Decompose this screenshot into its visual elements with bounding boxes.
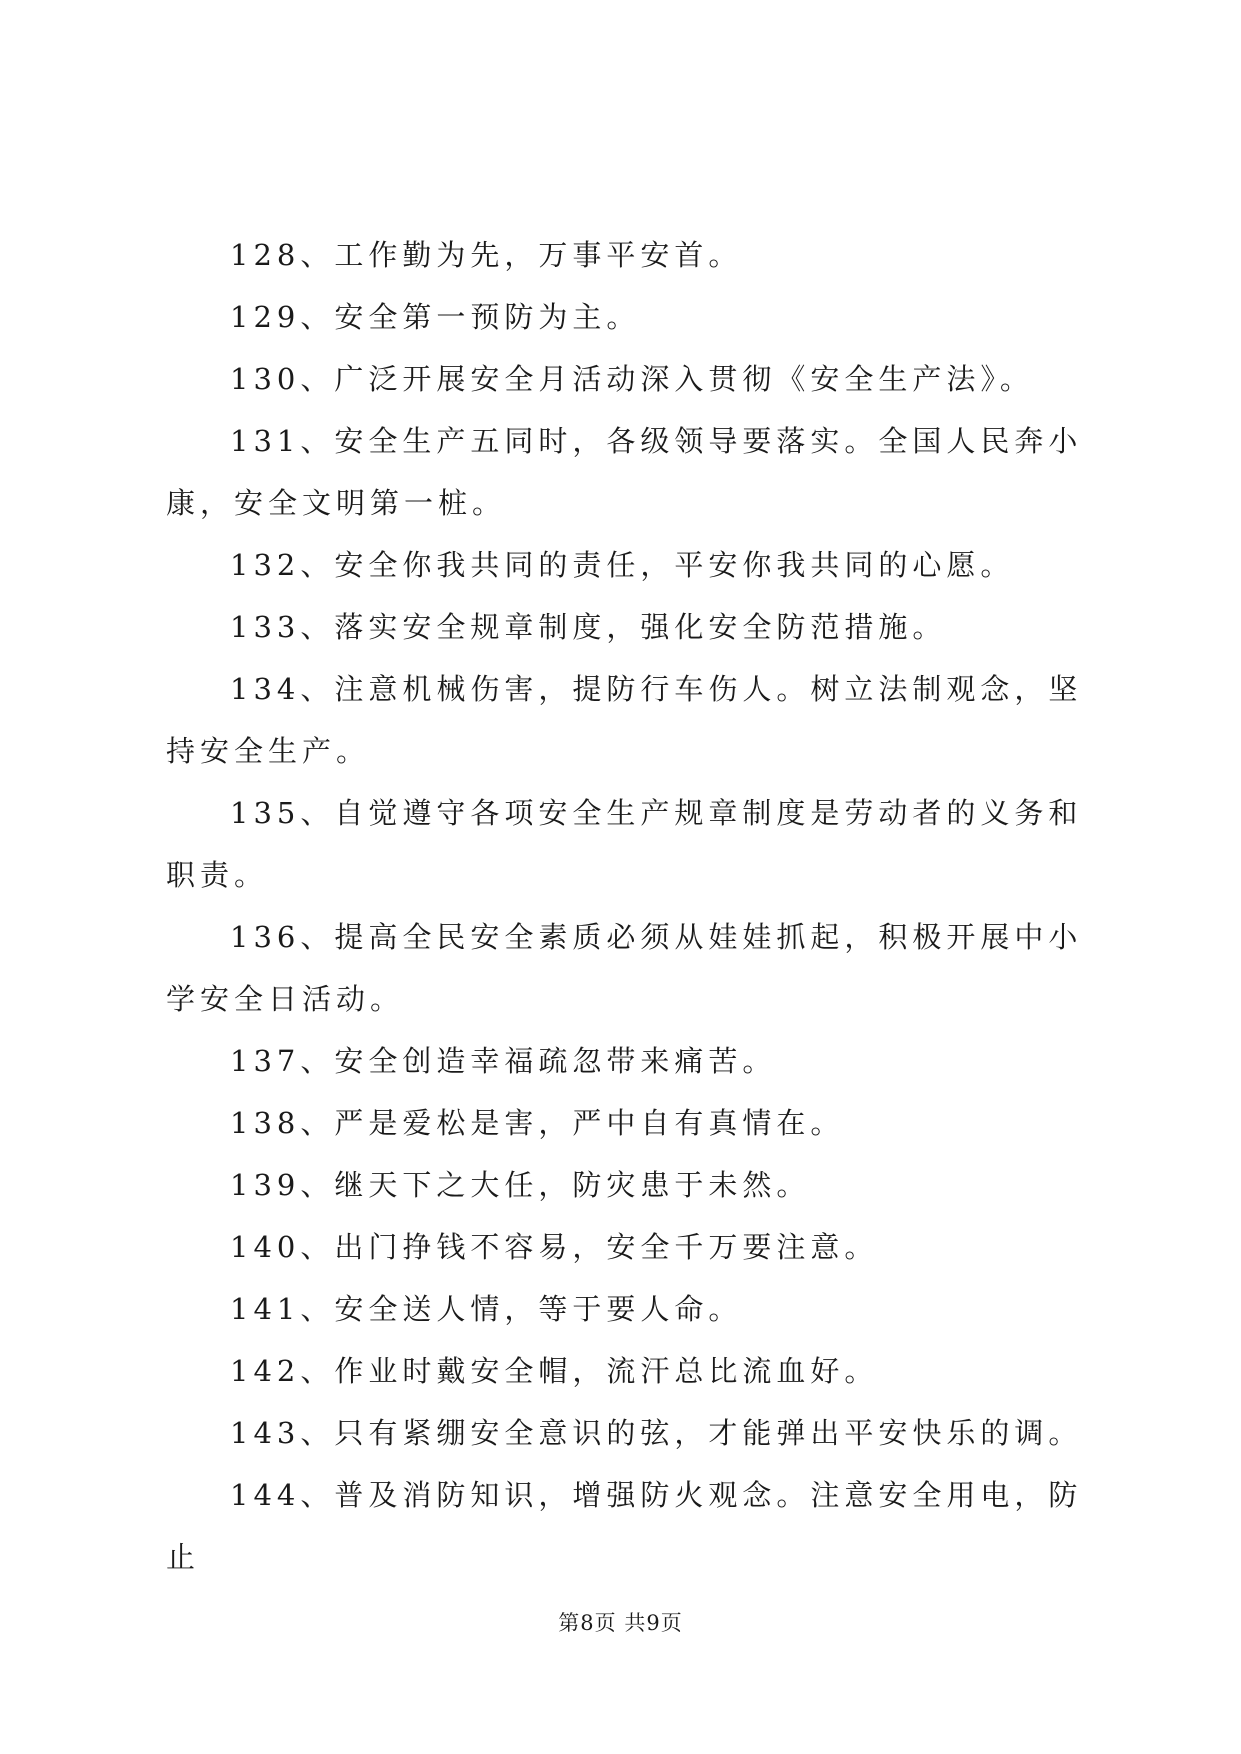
slogan-item: 141、安全送人情，等于要人命。: [230, 1292, 743, 1326]
slogan-item: 142、作业时戴安全帽，流汗总比流血好。: [230, 1354, 879, 1388]
slogan-item: 135、自觉遵守各项安全生产规章制度是劳动者的义务和职责。: [166, 796, 1083, 892]
slogan-item: 133、落实安全规章制度，强化安全防范措施。: [230, 610, 947, 644]
slogan-item: 134、注意机械伤害，提防行车伤人。树立法制观念，坚持安全生产。: [166, 672, 1083, 768]
slogan-item: 131、安全生产五同时，各级领导要落实。全国人民奔小康，安全文明第一桩。: [166, 424, 1083, 520]
slogan-item: 129、安全第一预防为主。: [230, 300, 641, 334]
slogan-item: 136、提高全民安全素质必须从娃娃抓起，积极开展中小学安全日活动。: [166, 920, 1083, 1016]
slogan-item: 130、广泛开展安全月活动深入贯彻《安全生产法》。: [230, 362, 1034, 396]
slogan-item: 138、严是爱松是害，严中自有真情在。: [230, 1106, 845, 1140]
slogan-item: 137、安全创造幸福疏忽带来痛苦。: [230, 1044, 777, 1078]
slogan-item: 128、工作勤为先，万事平安首。: [230, 238, 743, 272]
slogan-item: 132、安全你我共同的责任，平安你我共同的心愿。: [230, 548, 1015, 582]
slogan-item: 139、继天下之大任，防灾患于未然。: [230, 1168, 811, 1202]
slogan-item: 143、只有紧绷安全意识的弦，才能弹出平安快乐的调。: [230, 1416, 1083, 1450]
document-body: [166, 224, 1086, 1588]
slogan-item: 140、出门挣钱不容易，安全千万要注意。: [230, 1230, 879, 1264]
page-footer: 第8页 共9页: [558, 1611, 683, 1635]
slogan-item: 144、普及消防知识，增强防火观念。注意安全用电，防止: [166, 1478, 1083, 1574]
